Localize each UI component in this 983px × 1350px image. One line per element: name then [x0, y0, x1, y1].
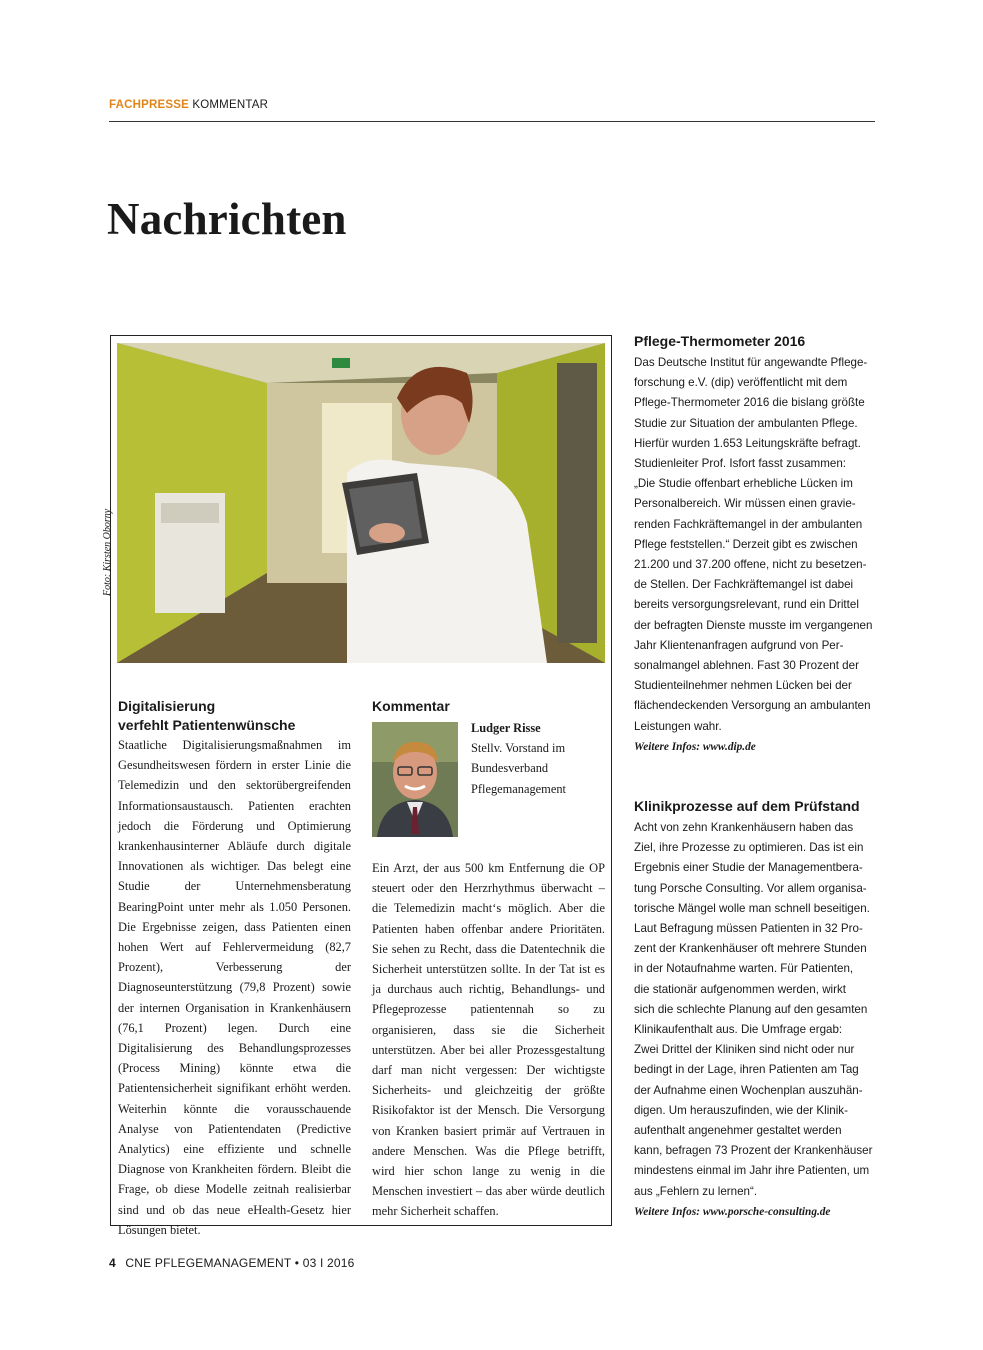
news-line: zent der Krankenhäuser oft mehrere Stunden: [634, 942, 867, 956]
news-line: die stationär aufgenommen werden, wirkt: [634, 982, 847, 996]
section-label-accent: FACHPRESSE: [109, 99, 189, 111]
news-line: Ziel, ihre Prozesse zu optimieren. Das ist ein: [634, 841, 864, 855]
news-line: Ergebnis einer Studie der Managementbera-: [634, 861, 863, 875]
more-info-dip: Weitere Infos: www.dip.de: [634, 740, 756, 753]
news-line: mindestens einmal im Jahr ihre Patienten, um: [634, 1164, 870, 1178]
news-line: renden Fachkräftemangel in der ambulanten: [634, 517, 863, 531]
news-line: der befragten Dienste musste im vergangenen: [634, 618, 873, 632]
comment-body-wrap: [372, 858, 605, 1222]
news-line: Das Deutsche Institut für angewandte Pflege-: [634, 356, 868, 369]
news-line: Jahr Klientenanfragen aufgrund von Per-: [634, 638, 844, 652]
comment-heading-wrap: [372, 697, 605, 716]
news-line: Studienteilnehmer nehmen Lücken bei der: [634, 679, 852, 693]
comment-heading: Kommentar: [372, 698, 450, 714]
author-role-2: Bundesverband: [471, 761, 549, 776]
author-name: Ludger Risse: [471, 721, 541, 735]
article-title-line-2: verfehlt Patientenwünsche: [118, 717, 296, 733]
article-title: [118, 697, 351, 735]
news-line: der Aufnahme einen Wochenplan auszuhän-: [634, 1083, 863, 1097]
news-line: Zwei Drittel der Kliniken sind nicht oder nur: [634, 1043, 855, 1057]
news-line: sonalmangel ablehnen. Fast 30 Prozent der: [634, 659, 859, 673]
news-line: Studienleiter Prof. Isfort fasst zusammen:: [634, 457, 846, 471]
news-line: „Die Studie offenbart erhebliche Lücken im: [634, 477, 853, 491]
news-line: in der Notaufnahme warten. Für Patienten,: [634, 962, 854, 976]
news-body: [634, 353, 878, 737]
section-header: [109, 99, 268, 111]
news-line: Klinikaufenthalt aus. Die Umfrage ergab:: [634, 1023, 843, 1037]
news-line: flächendeckenden Versorgung an ambulanten: [634, 699, 871, 713]
news-pflege-thermometer: [634, 332, 878, 757]
news-line: Pflege-Thermometer 2016 die bislang größte: [634, 396, 865, 410]
news-line: sich die schlechte Planung auf den gesamten: [634, 1002, 868, 1016]
author-role-3: Pflegemanagement: [471, 781, 566, 796]
news-line: Hierfür wurden 1.653 Leitungskräfte befragt.: [634, 436, 861, 450]
news-line: forschung e.V. (dip) veröffentlicht mit dem: [634, 376, 848, 390]
section-label: KOMMENTAR: [192, 99, 269, 111]
news-line: bedingt in der Lage, ihren Patienten am Tag: [634, 1063, 859, 1077]
more-info-porsche: Weitere Infos: www.porsche-consulting.de: [634, 1205, 831, 1218]
news-line: kann, befragen 73 Prozent der Krankenhäuser: [634, 1144, 873, 1158]
news-line: Studie zur Situation der ambulanten Pflege.: [634, 416, 858, 430]
news-line: torische Mängel wolle man schnell beseitigen.: [634, 901, 870, 915]
news-line: 21.200 und 37.200 offene, nicht zu besetzen-: [634, 558, 867, 572]
publication-info: CNE PFLEGEMANAGEMENT • 03 I 2016: [125, 1256, 355, 1270]
author-portrait: [372, 722, 458, 837]
nurse-photo: [117, 343, 605, 663]
news-line: Personalbereich. Wir müssen einen gravie-: [634, 497, 856, 511]
news-line: aus „Fehlern zu lernen“.: [634, 1184, 758, 1198]
page-title: Nachrichten: [107, 194, 347, 244]
news-title: Klinikprozesse auf dem Prüfstand: [634, 798, 860, 814]
news-line: Acht von zehn Krankenhäusern haben das: [634, 821, 854, 834]
news-line: aufenthalt angenehmer gestaltet werden: [634, 1124, 842, 1138]
news-line: digen. Um herauszufinden, wie der Klinik-: [634, 1103, 848, 1117]
news-line: Pflege feststellen.“ Derzeit gibt es zwischen: [634, 537, 858, 551]
author-caption: [471, 718, 611, 799]
page-footer: [109, 1256, 355, 1270]
news-body: [634, 818, 878, 1202]
author-role-1: Stellv. Vorstand im: [471, 741, 566, 756]
article-title-line-1: Digitalisierung: [118, 698, 216, 714]
photo-credit: Foto: Kirsten Oborny: [102, 508, 113, 596]
news-title: Pflege-Thermometer 2016: [634, 333, 806, 349]
news-klinikprozesse: [634, 797, 878, 1222]
news-line: Leistungen wahr.: [634, 719, 722, 733]
article-digitalisierung: [118, 697, 351, 1240]
header-divider: [109, 121, 875, 122]
news-line: Laut Befragung müssen Patienten in 32 Pro-: [634, 922, 863, 936]
news-line: tung Porsche Consulting. Vor allem organisa-: [634, 881, 867, 895]
news-line: de Stellen. Der Fachkräftemangel ist dabei: [634, 578, 854, 592]
news-line: bereits versorgungsrelevant, rund ein Drittel: [634, 598, 859, 612]
page-number: 4: [109, 1256, 116, 1270]
comment-body: Ein Arzt, der aus 500 km Entfernung die OP steuert oder den Herzrhythmus überwacht – die Telemedizin macht‘s möglich. Aber die Patienten haben offenbar andere Prioritäten. Sie sehen zu Recht, dass die Datentechnik die Sicherheit unterstützen sollte. In der Tat ist es ja durchaus auch richtig, Behandlungs- und Pflegeprozesse patientennah so zu organisieren, dass sie die Sicherheit unterstützen. Aber bei aller Prozessgestaltung darf man nicht vergessen: Der wichtigste Sicherheits- und gleichzeitig der größte Risikofaktor ist der Mensch. Die Versorgung von Kranken basiert primär auf Vertrauen in andere Menschen. Was die Pflege betrifft, wird hier schon lange zu wenig in die Menschen investiert – das aber würde deutlich mehr Sicherheit schaffen.: [372, 861, 605, 1219]
article-body: Staatliche Digitalisierungsmaßnahmen im Gesundheitswesen fördern in erster Linie die Telemedizin und den sektorübergreifenden Informationsaustausch. Patienten erachten jedoch die Förderung und Optimierung krankenhausinterner Abläufe durch digitale Innovationen als wichtiger. Das belegt eine Studie der Unternehmensberatung BearingPoint unter mehr als 1.050 Personen. Die Ergebnisse zeigen, dass Patienten einen hohen Wert auf Fehlervermeidung (82,7 Prozent), Verbesserung der Diagnoseunterstützung (79,8 Prozent) sowie der internen Organisation in Krankenhäusern (76,1 Prozent) legen. Durch eine Digitalisierung des Behandlungsprozesses (Process Mining) könnte etwa die Patientensicherheit signifikant erhöht werden. Weiterhin könnte die vorausschauende Analyse von Patientendaten (Predictive Analytics) eine effiziente und schnelle Diagnose von Krankheiten fördern. Bleibt die Frage, ob diese Modelle zeitnah realisierbar sind und ob das neue eHealth-Gesetz hier Lösungen bietet.: [118, 738, 351, 1237]
